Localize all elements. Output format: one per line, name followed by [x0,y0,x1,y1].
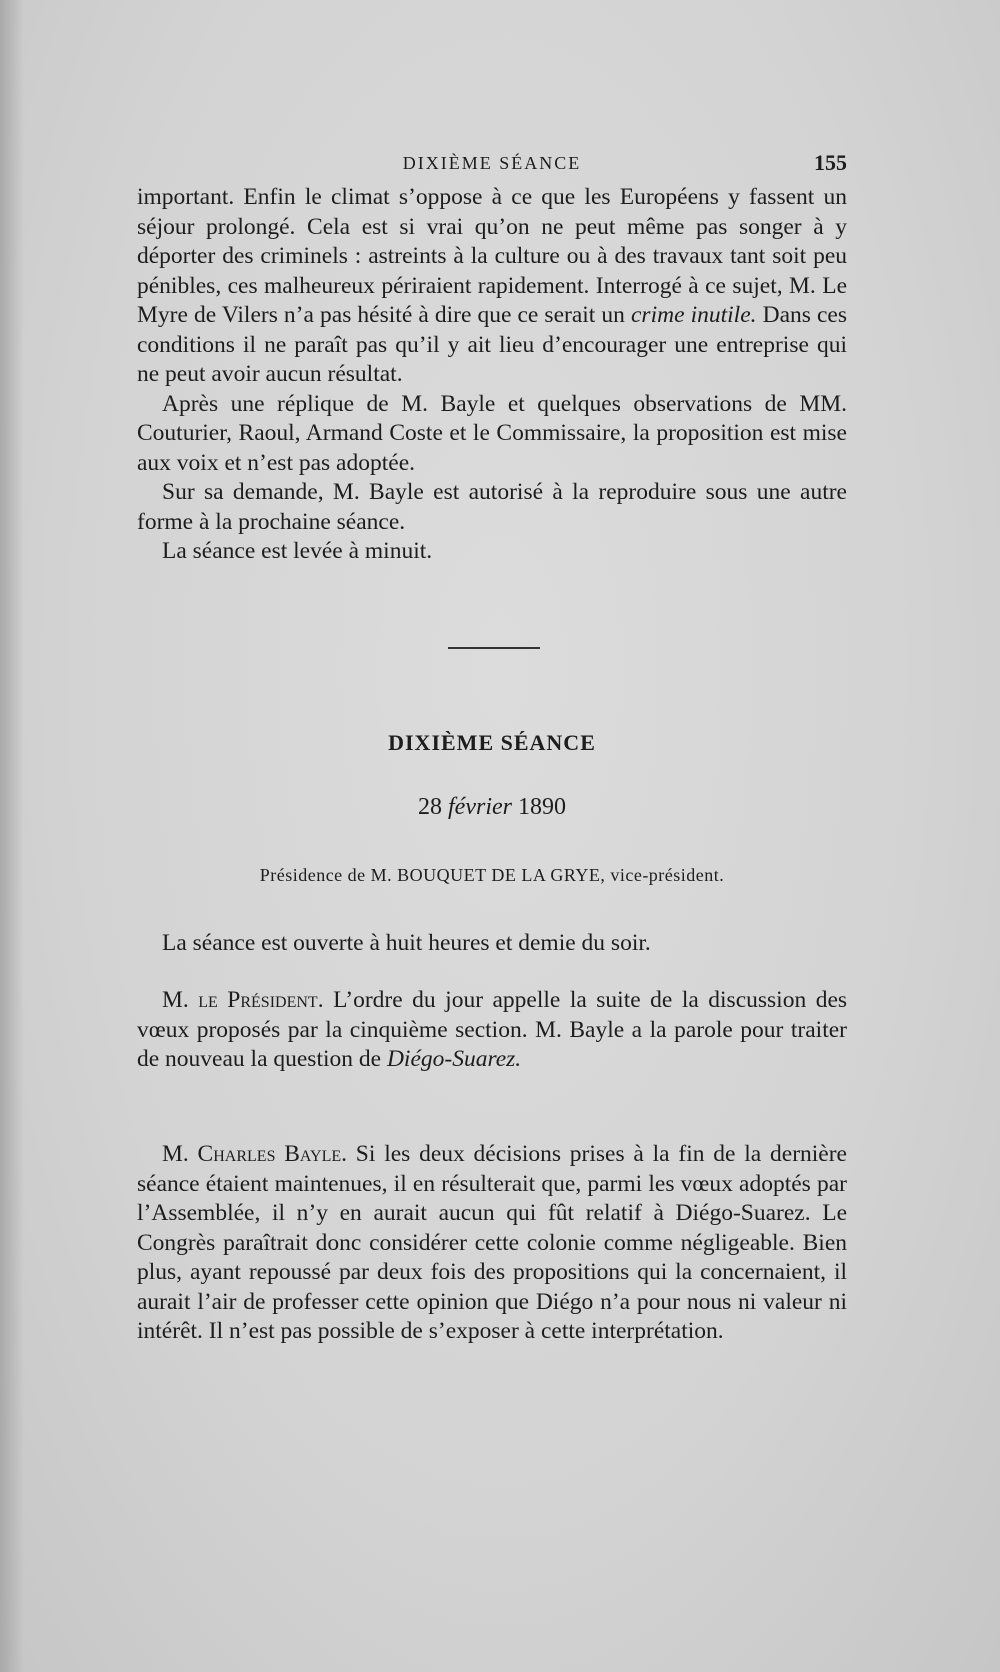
speech-text: Si les deux décisions prises à la fin de la dernière séance étaient maintenues, il en résulterait que, parmi les vœux adoptés par l’Assemblée, il n’y en aurait aucun qui fût relatif à Diégo-Suarez. Le Congrès paraîtrait donc considérer cette colonie comme négligeable. Bien plus, ayant repoussé par deux fois des propositions qui la concernaient, il aurait l’air de professer cette opinion que Diégo n’a pour nous ni valeur ni intérêt. Il n’est pas possible de s’exposer à cette interprétation. [137,1141,847,1344]
speaker-name: M. le Président. [162,987,324,1013]
bayle-speech [137,1140,847,1347]
speaker-name: M. Charles Bayle. [162,1141,347,1167]
paragraph-request: Sur sa demande, M. Bayle est autorisé à la reproduire sous une autre forme à la prochaine séance. [137,479,847,535]
session-date [137,794,847,821]
opening-text [137,929,847,959]
date-day: 28 [418,794,442,820]
running-head [137,150,847,178]
page-number: 155 [814,150,847,175]
paragraph-text-end: Dans ces conditions il ne paraît pas qu’il y ait lieu d’encourager une entreprise qui ne peut avoir aucun résultat. [137,302,847,387]
speech-paragraph [137,986,847,1075]
running-title: DIXIÈME SÉANCE [402,153,582,173]
president-speech [137,986,847,1075]
section-divider [448,647,540,649]
paragraph-reply: Après une réplique de M. Bayle et quelques observations de MM. Couturier, Raoul, Armand Coste et le Commissaire, la proposition est mise aux voix et n’est pas adoptée. [137,390,847,476]
paragraph-continuation [137,183,847,390]
date-month: février [448,794,512,820]
page-edge-shadow [0,0,24,1672]
opening-paragraph: La séance est ouverte à huit heures et demie du soir. [162,930,651,956]
italic-phrase: crime inutile. [631,302,757,328]
presidence-line: Présidence de M. BOUQUET DE LA GRYE, vice-président. [259,865,725,885]
italic-place: Diégo-Suarez. [386,1046,522,1072]
paragraph-text: important. Enfin le climat s’oppose à ce que les Européens y fassent un séjour prolongé. Cela est si vrai qu’on ne peut même pas songer à y déporter des criminels : astreints à la culture ou à des travaux tant soit peu pénibles, ces malheureux périraient rapidement. Interrogé à ce sujet, M. Le Myre de Vilers n’a pas hésité à dire que ce serait un [137,184,847,328]
date-year: 1890 [517,794,566,820]
section-title: DIXIÈME SÉANCE [388,730,596,755]
speech-text: L’ordre du jour appelle la suite de la discussion des vœux proposés par la cinquième section. M. Bayle a la parole pour traiter de nouveau la question de [137,987,848,1072]
paragraph-closing: La séance est levée à minuit. [162,538,433,564]
continued-text [137,183,847,567]
speech-paragraph [137,1140,847,1347]
